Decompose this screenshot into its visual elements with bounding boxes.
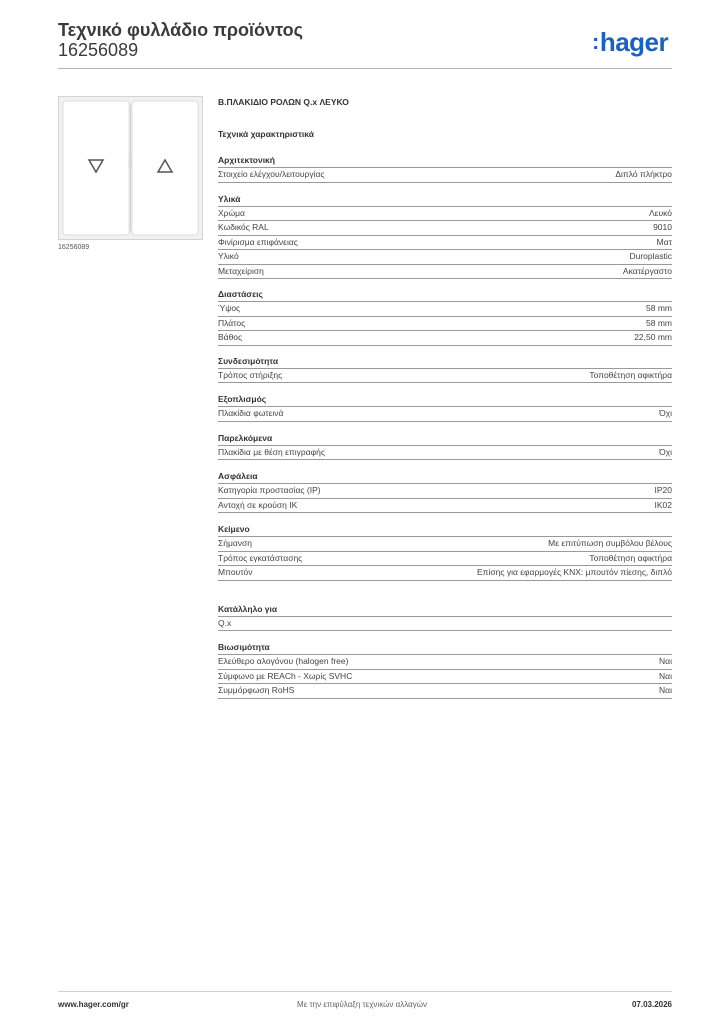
- product-image-caption: 16256089: [58, 244, 90, 251]
- product-number: 16256089: [58, 40, 139, 60]
- section-title: Κατάλληλο για: [218, 603, 672, 617]
- spec-label: Κωδικός RAL: [218, 222, 269, 232]
- spec-content: [218, 96, 672, 699]
- section-architecture: [218, 154, 672, 183]
- spec-value: Τοποθέτηση αφικτήρα: [589, 552, 672, 563]
- spec-row: [218, 168, 672, 183]
- spec-label: Q.x: [218, 617, 232, 628]
- spec-label: Στοιχείο ελέγχου/λειτουργίας: [218, 169, 325, 179]
- spec-value: Λευκό: [649, 207, 672, 218]
- spec-value: Όχι: [659, 408, 672, 418]
- spec-value: Ναι: [659, 656, 672, 666]
- header-divider: [58, 68, 672, 69]
- spec-value: 58 mm: [646, 303, 672, 313]
- spec-value: Ναι: [659, 670, 672, 681]
- spec-value: IK02: [654, 499, 672, 510]
- spec-label: Υλικό: [218, 251, 239, 261]
- spec-row: [218, 617, 672, 632]
- product-image: [58, 96, 203, 240]
- section-connectivity: [218, 355, 672, 384]
- spec-label: Σύμφωνο με REACh - Χωρίς SVHC: [218, 670, 353, 681]
- document-title: Τεχνικό φυλλάδιο προϊόντος: [58, 20, 303, 40]
- spec-row: [218, 499, 672, 514]
- spec-value: Τοποθέτηση αφικτήρα: [589, 369, 672, 380]
- spec-value: Επίσης για εφαρμογές KNX: μπουτόν πίεσης, διπλό: [476, 567, 672, 577]
- footer-website-link[interactable]: www.hager.com/gr: [58, 1000, 129, 1009]
- section-title: Κείμενο: [218, 523, 672, 537]
- spec-row: [218, 369, 672, 384]
- spec-row: [218, 566, 672, 581]
- spec-label: Αντοχή σε κρούση IK: [218, 499, 298, 510]
- spec-value: 58 mm: [646, 317, 672, 328]
- spec-value: 9010: [653, 222, 672, 232]
- spec-value: Ματ: [656, 236, 672, 247]
- spec-label: Ύψος: [218, 303, 241, 313]
- spec-label: Φινίρισμα επιφάνειας: [218, 236, 298, 247]
- spec-value: Με επιτύπωση συμβόλου βέλους: [548, 538, 672, 548]
- spec-row: [218, 331, 672, 346]
- spec-value: Ακατέργαστο: [622, 265, 672, 276]
- section-title: Παρελκόμενα: [218, 432, 672, 446]
- section-title: Συνδεσιμότητα: [218, 355, 672, 369]
- section-title: Βιωσιμότητα: [218, 641, 672, 655]
- spec-label: Τρόπος στήριξης: [218, 369, 283, 380]
- spec-row: [218, 221, 672, 236]
- spec-row: [218, 265, 672, 280]
- spec-row: [218, 317, 672, 332]
- spec-value: 22,50 mm: [634, 332, 672, 342]
- spec-value: Διπλό πλήκτρο: [615, 169, 672, 179]
- spec-value: Duroplastic: [629, 251, 672, 261]
- spec-label: Πλακίδια φωτεινά: [218, 408, 284, 418]
- spec-label: Χρώμα: [218, 207, 245, 218]
- section-title: Διαστάσεις: [218, 288, 672, 302]
- spec-row: [218, 236, 672, 251]
- section-suitable-for: [218, 603, 672, 632]
- spec-value: Ναι: [659, 685, 672, 695]
- spec-label: Σήμανση: [218, 538, 253, 548]
- section-safety: [218, 470, 672, 513]
- section-materials: [218, 193, 672, 280]
- spec-label: Βάθος: [218, 332, 243, 342]
- document-header: [58, 20, 303, 60]
- spec-label: Ελεύθερο αλογόνου (halogen free): [218, 656, 349, 666]
- spec-row: [218, 655, 672, 670]
- footer-divider: [58, 991, 672, 992]
- section-title: Ασφάλεια: [218, 470, 672, 484]
- spec-label: Μεταχείριση: [218, 265, 264, 276]
- spec-row: [218, 684, 672, 699]
- spec-row: [218, 670, 672, 685]
- spec-value: IP20: [654, 485, 672, 495]
- spec-row: [218, 446, 672, 461]
- section-title: Αρχιτεκτονική: [218, 154, 672, 168]
- tech-characteristics-heading: Τεχνικά χαρακτηριστικά: [218, 129, 314, 139]
- logo-dots-icon: :: [592, 29, 599, 54]
- spec-label: Τρόπος εγκατάστασης: [218, 552, 303, 563]
- spec-label: Κατηγορία προστασίας (IP): [218, 485, 321, 495]
- section-sustainability: [218, 641, 672, 699]
- section-title: Εξοπλισμός: [218, 393, 672, 407]
- section-equipment: [218, 393, 672, 422]
- spec-label: Συμμόρφωση RoHS: [218, 685, 295, 695]
- section-text: [218, 523, 672, 581]
- spec-value: Όχι: [659, 446, 672, 457]
- logo-text: hager: [599, 27, 669, 57]
- spec-label: Μπουτόν: [218, 567, 253, 577]
- spec-row: [218, 250, 672, 265]
- spec-label: Πλάτος: [218, 317, 246, 328]
- section-accessories: [218, 432, 672, 461]
- footer-date: 07.03.2026: [631, 1000, 672, 1009]
- section-title: Υλικά: [218, 193, 672, 207]
- footer-disclaimer: Με την επιφύλαξη τεχνικών αλλαγών: [297, 1000, 427, 1009]
- product-name: Β.ΠΛΑΚΙΔΙΟ ΡΟΛΩΝ Q.x ΛΕΥΚΟ: [218, 97, 349, 107]
- spec-row: [218, 207, 672, 222]
- spec-label: Πλακίδια με θέση επιγραφής: [218, 446, 325, 457]
- rocker-plate-illustration: [59, 97, 202, 239]
- spec-row: [218, 302, 672, 317]
- hager-logo: [592, 28, 668, 56]
- spec-row: [218, 552, 672, 567]
- spec-row: [218, 537, 672, 552]
- spec-row: [218, 407, 672, 422]
- spec-row: [218, 484, 672, 499]
- section-dimensions: [218, 288, 672, 346]
